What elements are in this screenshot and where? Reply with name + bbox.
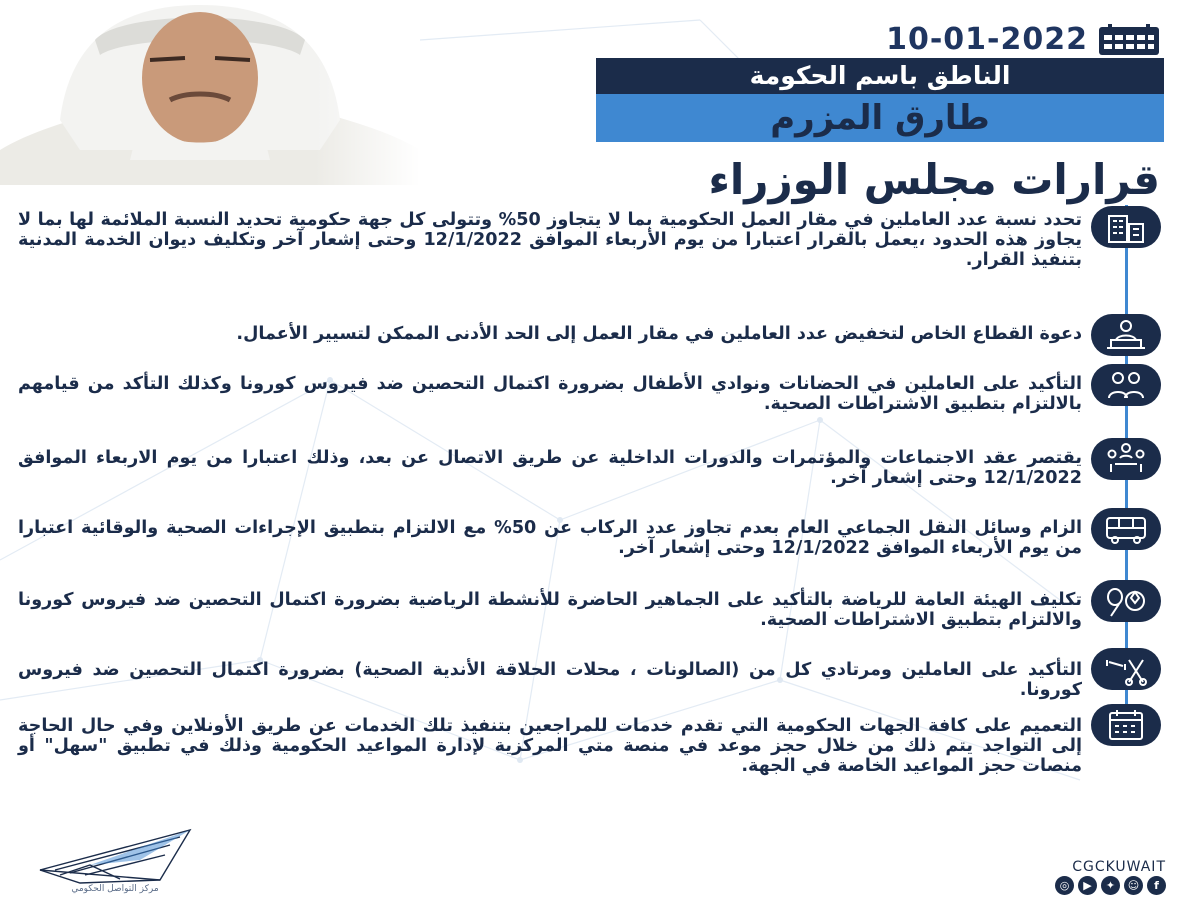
- spokesperson-portrait: [0, 0, 420, 185]
- spokesperson-name: طارق المزرم: [596, 94, 1164, 142]
- social-icons: [1018, 876, 1166, 896]
- facebook-icon[interactable]: f: [1147, 876, 1166, 895]
- decision-item-2: دعوة القطاع الخاص لتخفيض عدد العاملين في مقار العمل إلى الحد الأدنى الممكن لتسيير الأعمال.: [236, 324, 1082, 344]
- twitter-icon[interactable]: ✦: [1101, 876, 1120, 895]
- office-building-icon: [1091, 206, 1161, 248]
- decision-item-5: الزام وسائل النقل الجماعي العام بعدم تجاوز عدد الركاب عن 50% مع الالتزام بتطبيق الإجراءات الصحية والوقائية اعتبارا من يوم الأربعاء الموافق 12/1/2022 وحتى إشعار آخر.: [18, 518, 1082, 558]
- page-title: قرارات مجلس الوزراء: [708, 155, 1160, 204]
- social-handle: CGCKUWAIT: [1072, 859, 1166, 875]
- decision-item-6: تكليف الهيئة العامة للرياضة بالتأكيد على الجماهير الحاضرة للأنشطة الرياضية بضرورة اكتمال التحصين ضد فيروس كورونا والالتزام بتطبيق الاشتراطات الصحية.: [18, 590, 1082, 630]
- meeting-icon: [1091, 438, 1161, 480]
- sports-icon: [1091, 580, 1161, 622]
- logo-caption: مركز التواصل الحكومي: [71, 884, 159, 894]
- office-worker-icon: [1091, 314, 1161, 356]
- decision-item-3: التأكيد على العاملين في الحضانات ونوادي الأطفال بضرورة اكتمال التحصين ضد فيروس كورونا وكذلك التأكد من قيامهم بالالتزام بتطبيق الاشتراطات الصحية.: [18, 374, 1082, 414]
- salon-gym-icon: [1091, 648, 1161, 690]
- decision-item-8: التعميم على كافة الجهات الحكومية التي تقدم خدمات للمراجعين بتنفيذ تلك الخدمات عن طريق الأونلاين وفي حال الحاجة إلى التواجد يتم ذلك من خلال حجز موعد في منصة متي المركزية لإدارة المواعيد الحكومية وذلك في تطبيق "سهل" أو منصات حجز المواعيد الخاصة في الجهة.: [18, 716, 1082, 776]
- calendar-icon: [1098, 24, 1160, 56]
- bus-icon: [1091, 508, 1161, 550]
- youtube-icon[interactable]: ▶: [1078, 876, 1097, 895]
- date-row: [830, 20, 1165, 60]
- decision-item-1: تحدد نسبة عدد العاملين في مقار العمل الحكومية بما لا يتجاوز 50% وتتولى كل جهة حكومية تحديد النسبة الملائمة لها بما لا يجاوز هذه الحدود ،يعمل بالقرار اعتبارا من يوم الأربعاء الموافق 12/1/2022 وحتى إشعار آخر وتكليف ديوان الخدمة المدنية بتنفيذ القرار.: [18, 210, 1083, 270]
- decision-item-7: التأكيد على العاملين ومرتادي كل من (الصالونات ، محلات الحلاقة الأندية الصحية) بضرورة اكتمال التحصين ضد فيروس كورونا.: [18, 660, 1082, 700]
- snapchat-icon[interactable]: ☺: [1124, 876, 1143, 895]
- date-text: 10-01-2022: [886, 22, 1088, 57]
- children-icon: [1091, 364, 1161, 406]
- spokesperson-role: الناطق باسم الحكومة: [596, 58, 1164, 94]
- calendar-icon: [1091, 704, 1161, 746]
- decision-item-4: يقتصر عقد الاجتماعات والمؤتمرات والدورات الداخلية عن طريق الاتصال عن بعد، وذلك اعتبارا من يوم الاربعاء الموافق 12/1/2022 وحتى إشعار آخر.: [18, 448, 1082, 488]
- instagram-icon[interactable]: ◎: [1055, 876, 1074, 895]
